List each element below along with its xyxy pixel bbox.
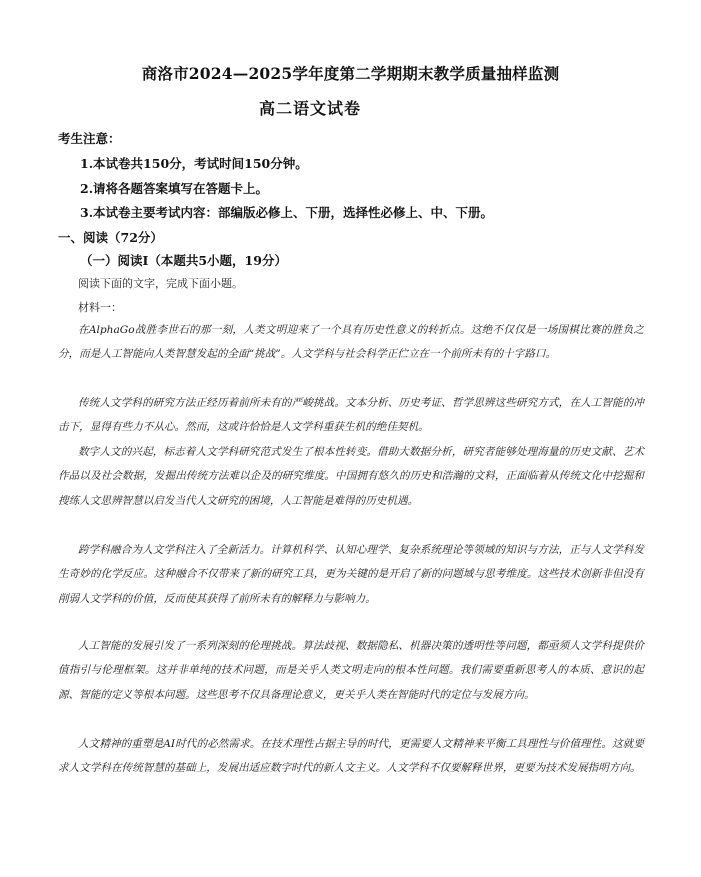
paragraph-1: 在AlphaGo战胜李世石的那一刻，人类文明迎来了一个具有历史性意义的转折点。这绝不仅仅是一场围棋比赛的胜负之分，而是人工智能向人类智慧发起的全面“挑战”。人文学科与社会科学正伫立在一个前所未有的十字路口。 xyxy=(58,324,644,361)
material-label: 材料一： xyxy=(78,301,122,314)
section-heading: 一、阅读（72分） xyxy=(58,230,163,245)
section-subheading: （一）阅读Ⅰ（本题共5小题，19分） xyxy=(80,253,287,268)
notice-item-3: 3.本试卷主要考试内容：部编版必修上、下册，选择性必修上、中、下册。 xyxy=(80,205,494,220)
reading-instruction: 阅读下面的文字，完成下面小题。 xyxy=(78,277,243,290)
notice-item-2: 2.请将各题答案填写在答题卡上。 xyxy=(80,181,269,196)
exam-subtitle: 高二语文试卷 xyxy=(258,99,361,118)
notice-heading: 考生注意： xyxy=(58,131,121,146)
paragraph-4: 跨学科融合为人文学科注入了全新活力。计算机科学、认知心理学、复杂系统理论等领域的知识与方法，正与人文学科发生奇妙的化学反应。这种融合不仅带来了新的研究工具，更为关键的是开启了新的问题域与思考维度。这些技术创新非但没有削弱人文学科的价值，反而使其获得了前所未有的解释力与影响力。 xyxy=(58,544,644,605)
paragraph-3: 数字人文的兴起，标志着人文学科研究范式发生了根本性转变。借助大数据分析，研究者能够处理海量的历史文献、艺术作品以及社会数据，发掘出传统方法难以企及的研究维度。中国拥有悠久的历史和浩瀚的文料，正面临着从传统文化中挖掘和搜练人文思辨智慧以启发当代人文研究的困境，人工智能是难得的历史机遇。 xyxy=(58,446,644,507)
notice-item-1: 1.本试卷共150分，考试时间150分钟。 xyxy=(80,156,308,171)
paragraph-6: 人文精神的重塑是AI时代的必然需求。在技术理性占据主导的时代，更需要人文精神来平衡工具理性与价值理性。这就要求人文学科在传统智慧的基础上，发展出适应数字时代的新人文主义。人文学科不仅要解释世界，更要为技术发展指明方向。 xyxy=(58,738,644,775)
paragraph-2: 传统人文学科的研究方法正经历着前所未有的严峻挑战。文本分析、历史考证、哲学思辨这些研究方式，在人工智能的冲击下，显得有些力不从心。然而，这或许恰恰是人文学科重获生机的绝佳契机。 xyxy=(58,397,644,434)
paragraph-5: 人工智能的发展引发了一系列深刻的伦理挑战。算法歧视、数据隐私、机器决策的透明性等问题，都亟须人文学科提供价值指引与伦理框架。这并非单纯的技术问题，而是关乎人类文明走向的根本性问题。我们需要重新思考人的本质、意识的起源、智能的定义等根本问题。这些思考不仅具备理论意义，更关乎人类在智能时代的定位与发展方向。 xyxy=(58,640,644,701)
exam-title: 商洛市2024—2025学年度第二学期期末教学质量抽样监测 xyxy=(141,64,560,83)
